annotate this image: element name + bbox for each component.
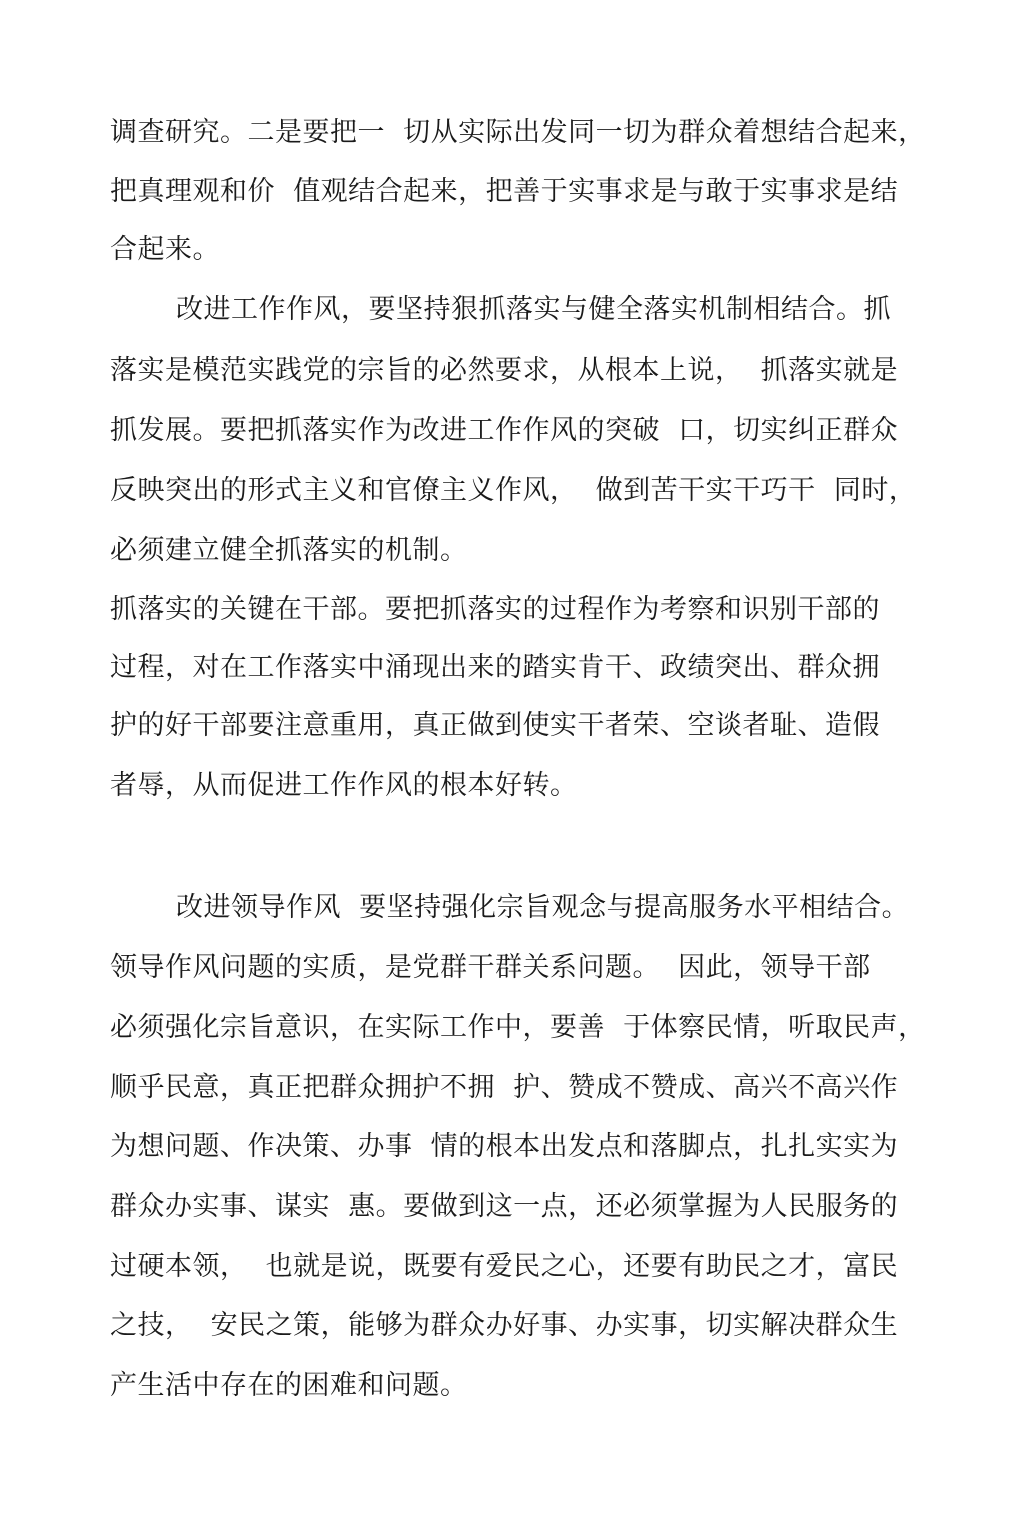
- text-line: 者辱，从而促进工作作风的根本好转。: [110, 770, 578, 801]
- text-line: 必须建立健全抓落实的机制。: [110, 535, 468, 566]
- text-line: 抓落实的关键在干部。要把抓落实的过程作为考察和识别干部的: [110, 594, 880, 625]
- text-line: 必须强化宗旨意识，在实际工作中，要善 于体察民情，听取民声，: [110, 1012, 926, 1043]
- text-line: 调查研究。二是要把一 切从实际出发同一切为群众着想结合起来，: [110, 117, 926, 148]
- text-line: 过硬本领， 也就是说，既要有爱民之心，还要有助民之才，富民: [110, 1251, 899, 1282]
- text-line: 之技， 安民之策，能够为群众办好事、办实事，切实解决群众生: [110, 1310, 899, 1341]
- text-line: 落实是模范实践党的宗旨的必然要求，从根本上说， 抓落实就是: [110, 355, 899, 386]
- text-line: 领导作风问题的实质，是党群干群关系问题。 因此，领导干部: [110, 952, 871, 983]
- text-line: 改进工作作风，要坚持狠抓落实与健全落实机制相结合。抓: [176, 294, 891, 325]
- text-line: 护的好干部要注意重用，真正做到使实干者荣、空谈者耻、造假: [110, 710, 880, 741]
- text-line: 反映突出的形式主义和官僚主义作风， 做到苦干实干巧干 同时，: [110, 475, 917, 506]
- text-line: 顺乎民意，真正把群众拥护不拥 护、赞成不赞成、高兴不高兴作: [110, 1072, 899, 1103]
- text-line: 过程，对在工作落实中涌现出来的踏实肯干、政绩突出、群众拥: [110, 652, 880, 683]
- text-line: 抓发展。要把抓落实作为改进工作作风的突破 口，切实纠正群众: [110, 415, 899, 446]
- text-line: 群众办实事、谋实 惠。要做到这一点，还必须掌握为人民服务的: [110, 1191, 899, 1222]
- text-line: 合起来。: [110, 234, 220, 265]
- text-line: 改进领导作风 要坚持强化宗旨观念与提高服务水平相结合。: [176, 892, 910, 923]
- text-line: 为想问题、作决策、办事 情的根本出发点和落脚点，扎扎实实为: [110, 1131, 899, 1162]
- text-line: 产生活中存在的困难和问题。: [110, 1370, 468, 1401]
- text-line: 把真理观和价 值观结合起来，把善于实事求是与敢于实事求是结: [110, 176, 899, 207]
